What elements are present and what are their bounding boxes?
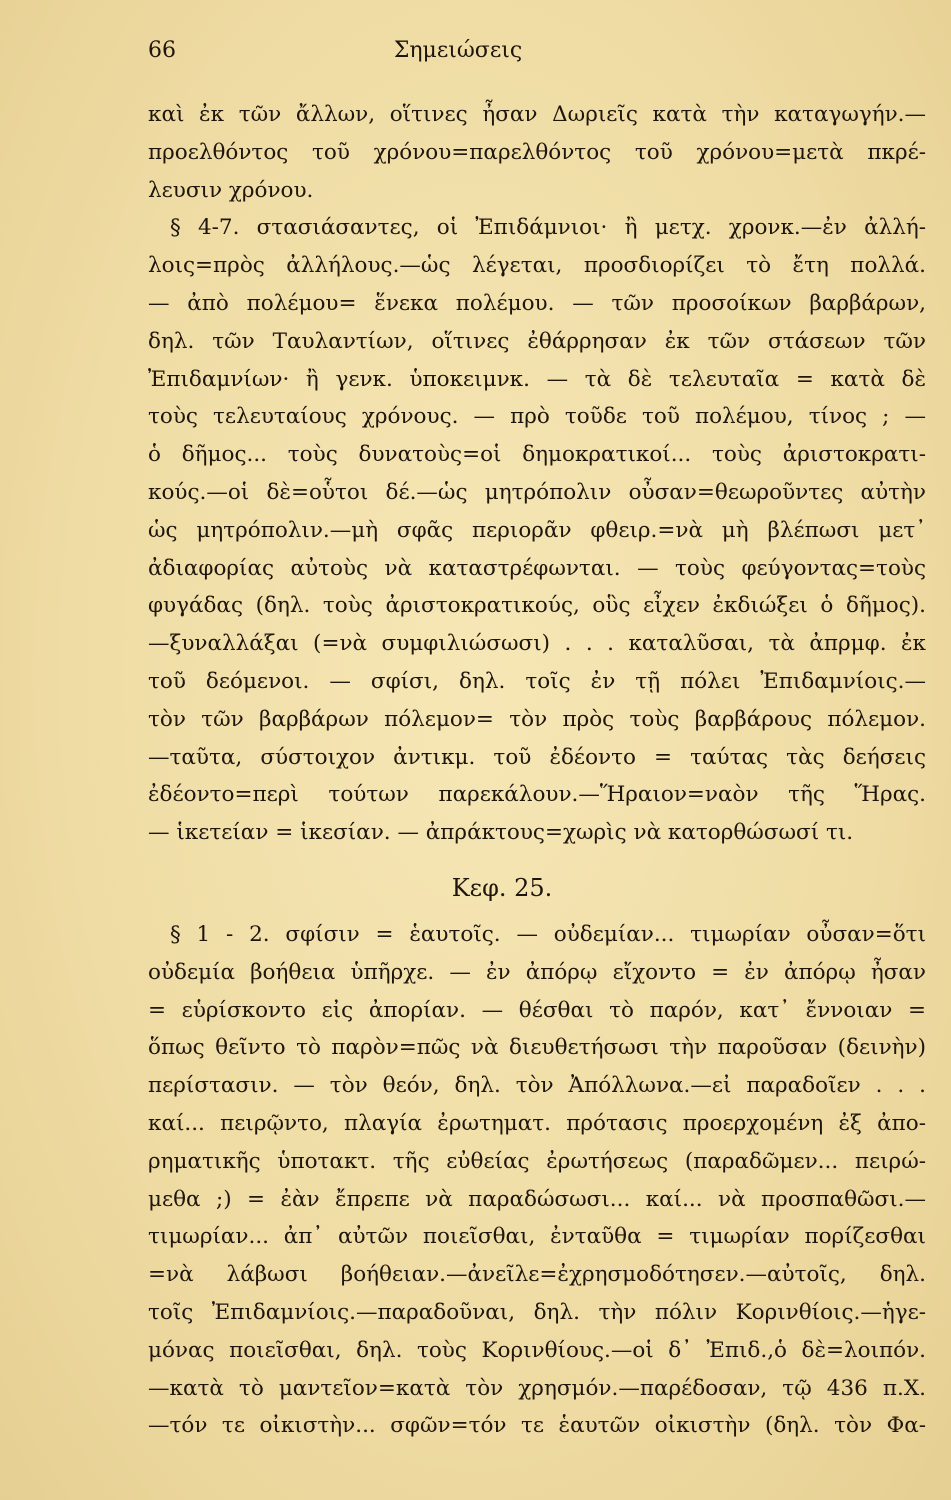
text-line: — ἱκετείαν = ἱκεσίαν. — ἀπράκτους=χωρὶς νὰ κατορθώσωσί τι. (148, 820, 854, 846)
text-line: δηλ. τῶν Ταυλαντίων, οἵτινες ἐθάρρησαν ἐκ τῶν στάσεων τῶν (148, 328, 926, 354)
text-line: λοις=πρὸς ἀλλήλους.—ὡς λέγεται, προσδιορίζει τὸ ἔτη πολλά. (148, 253, 926, 279)
page-header (148, 38, 928, 68)
text-line: ἀδιαφορίας αὐτοὺς νὰ καταστρέφωνται. — τοὺς φεύγοντας=τοὺς (148, 555, 926, 581)
text-line: τοὺς τελευταίους χρόνους. — πρὸ τοῦδε τοῦ πολέμου, τίνος ; — (148, 404, 926, 430)
text-line: § 1 - 2. σφίσιν = ἑαυτοῖς. — οὐδεμίαν... τιμωρίαν οὖσαν=ὅτι (170, 921, 926, 947)
text-line: ὡς μητρόπολιν.—μὴ σφᾶς περιορᾶν φθειρ.=νὰ μὴ βλέπωσι μετ᾽ (148, 517, 926, 543)
text-line: οὐδεμία βοήθεια ὑπῆρχε. — ἐν ἀπόρῳ εἴχοντο = ἐν ἀπόρῳ ἦσαν (148, 959, 926, 985)
text-line: τιμωρίαν... ἀπ᾽ αὐτῶν ποιεῖσθαι, ἐνταῦθα = τιμωρίαν πορίζεσθαι (148, 1224, 926, 1250)
text-line: μεθα ;) = ἐὰν ἔπρεπε νὰ παραδώσωσι... καί... νὰ προσπαθῶσι.— (148, 1186, 926, 1212)
text-line: περίστασιν. — τὸν θεόν, δηλ. τὸν Ἀπόλλωνα.—εἰ παραδοῖεν . . . (148, 1073, 926, 1099)
text-line: μόνας ποιεῖσθαι, δηλ. τοὺς Κορινθίους.—οἱ δ᾽ Ἐπιδ.,ὁ δὲ=λοιπόν. (148, 1337, 926, 1363)
text-line: τοῦ δεόμενοι. — σφίσι, δηλ. τοῖς ἐν τῇ πόλει Ἐπιδαμνίοις.— (148, 668, 926, 694)
page-body (148, 96, 926, 1445)
notes-section-2 (148, 916, 926, 1445)
text-line: ὅπως θεῖντο τὸ παρὸν=πῶς νὰ διευθετήσωσι τὴν παροῦσαν (δεινὴν) (148, 1035, 926, 1061)
running-title: Σημειώσεις (393, 38, 523, 63)
text-line: —κατὰ τὸ μαντεῖον=κατὰ τὸν χρησμόν.—παρέδοσαν, τῷ 436 π.Χ. (148, 1375, 926, 1401)
text-line: — ἀπὸ πολέμου= ἕνεκα πολέμου. — τῶν προσοίκων βαρβάρων, (148, 290, 926, 316)
text-line: τὸν τῶν βαρβάρων πόλεμον= τὸν πρὸς τοὺς βαρβάρους πόλεμον. (148, 706, 926, 732)
text-line: —ταῦτα, σύστοιχον ἀντικμ. τοῦ ἐδέοντο = ταύτας τὰς δεήσεις (148, 744, 926, 770)
chapter-heading: Κεφ. 25. (451, 873, 553, 902)
text-line: ὁ δῆμος... τοὺς δυνατοὺς=οἱ δημοκρατικοί... τοὺς ἀριστοκρατι- (148, 442, 926, 468)
text-line: =νὰ λάβωσι βοήθειαν.—ἀνεῖλε=ἐχρησμοδότησεν.—αὐτοῖς, δηλ. (148, 1262, 926, 1288)
text-line: ἐδέοντο=περὶ τούτων παρεκάλουν.—Ἥραιον=ναὸν τῆς Ἥρας. (148, 782, 926, 808)
text-line: = εὑρίσκοντο εἰς ἀπορίαν. — θέσθαι τὸ παρόν, κατ᾽ ἔννοιαν = (148, 997, 926, 1023)
text-line: § 4-7. στασιάσαντες, οἱ Ἐπιδάμνιοι· ἢ μετχ. χρονκ.—ἐν ἀλλή- (170, 215, 926, 241)
text-line: καὶ ἐκ τῶν ἄλλων, οἵτινες ἦσαν Δωριεῖς κατὰ τὴν καταγωγήν.— (148, 102, 926, 127)
text-line: καί... πειρῷντο, πλαγία ἐρωτηματ. πρότασις προερχομένη ἐξ ἀπο- (148, 1110, 926, 1136)
text-line: τοῖς Ἐπιδαμνίοις.—παραδοῦναι, δηλ. τὴν πόλιν Κορινθίοις.—ἡγε- (148, 1299, 926, 1325)
text-line: κούς.—οἱ δὲ=οὗτοι δέ.—ὡς μητρόπολιν οὖσαν=θεωροῦντες αὐτὴν (148, 479, 926, 505)
text-line: προελθόντος τοῦ χρόνου=παρελθόντος τοῦ χρόνου=μετὰ πκρέ- (148, 139, 926, 165)
text-line: φυγάδας (δηλ. τοὺς ἀριστοκρατικούς, οὓς εἶχεν ἐκδιώξει ὁ δῆμος). (148, 593, 926, 619)
text-line: —ξυναλλάξαι (=νὰ συμφιλιώσωσι) . . . καταλῦσαι, τὰ ἀπρμφ. ἐκ (148, 631, 926, 657)
notes-section-1 (148, 96, 926, 852)
text-line: —τόν τε οἰκιστὴν... σφῶν=τόν τε ἑαυτῶν οἰκιστὴν (δηλ. τὸν Φα- (148, 1413, 926, 1439)
page-number: 66 (148, 38, 176, 63)
text-line: λευσιν χρόνου. (148, 177, 314, 203)
text-line: Ἐπιδαμνίων· ἢ γενκ. ὑποκειμνκ. — τὰ δὲ τελευταῖα = κατὰ δὲ (148, 366, 926, 392)
text-line: ρηματικῆς ὑποτακτ. τῆς εὐθείας ἐρωτήσεως (παραδῶμεν... πειρώ- (148, 1148, 926, 1174)
